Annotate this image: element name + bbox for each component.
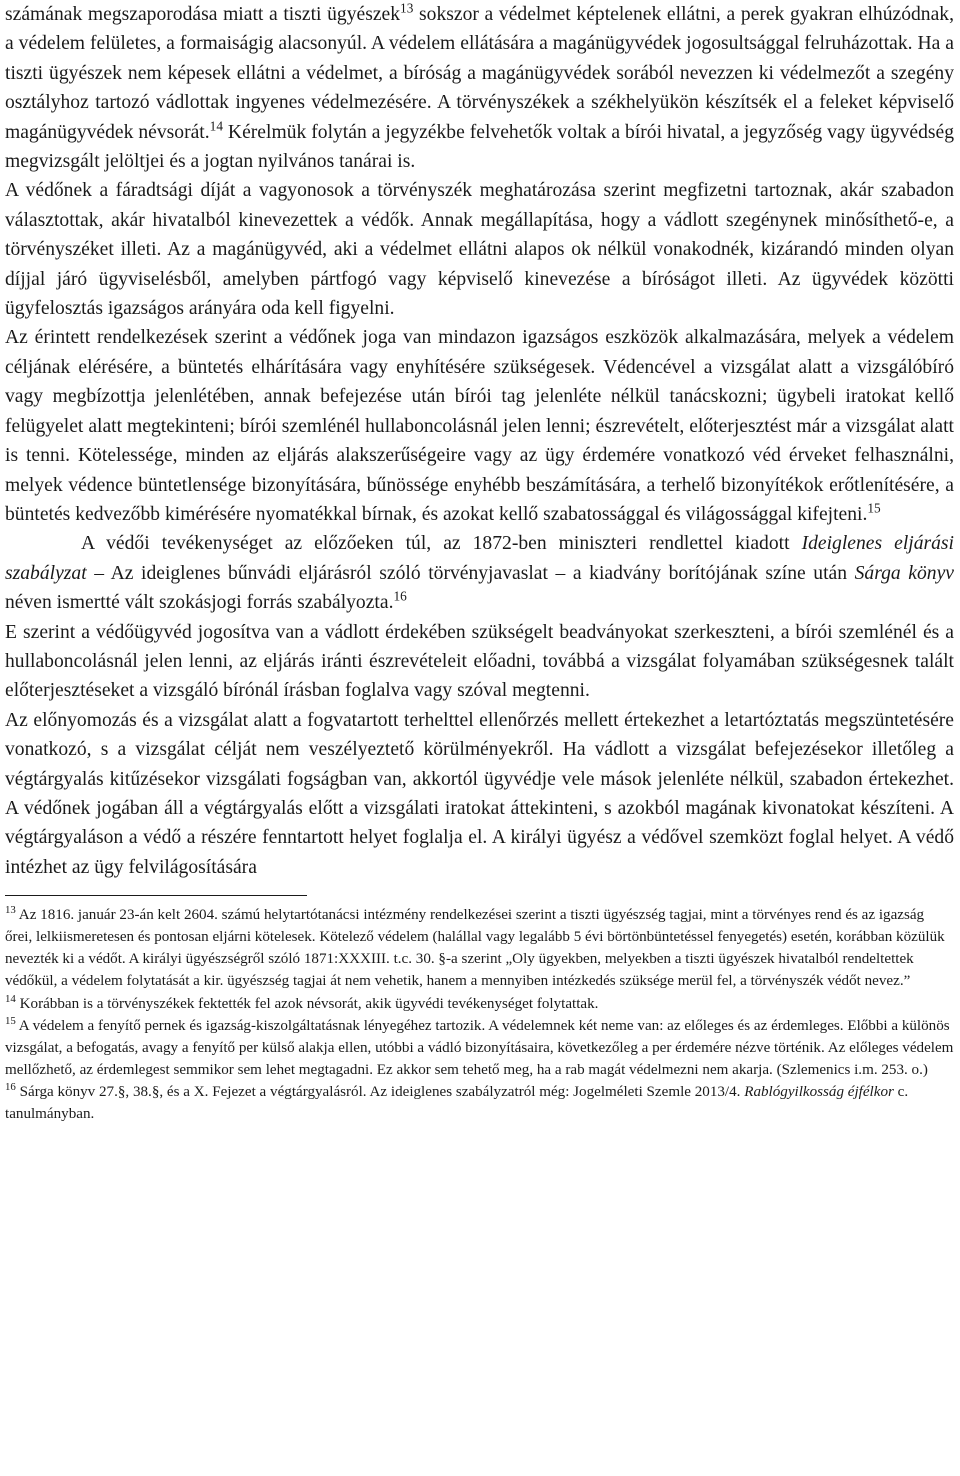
footnote bbox=[5, 1081, 954, 1125]
footnote-marker: 16 bbox=[5, 1080, 16, 1093]
text-run: A védelem a fenyítő pernek és igazság-kiszolgáltatásnak lényegéhez tartozik. A védelemnek két neme van: az előleges és az érdemleges. Előbbi a különös vizsgálat, a befogatás, avagy a fenyítő per külső alakja ellen, utóbbi a vádló bizonyításaira, következőleg a per érdemére nézve történik. Az előleges védelem mellőzhető, az érdemlegest semmikor sem lehet megtagadni. Ez akkor sem tehető meg, ha a rab magát védelmezni nem akarja. (Szlemenics i.m. 253. o.) bbox=[5, 1017, 954, 1078]
text-run: A védőnek a fáradtsági díját a vagyonosok a törvényszék meghatározása szerint megfizetni tartoznak, akár szabadon választottak, akár hivatalból kinevezettek a védők. Annak megállapítása, hogy a vádlott szegénynek minősíthető-e, a törvényszéket illeti. Az a magánügyvéd, aki a védelmet ellátni alapos ok nélkül vonakodnék, kizárandó minden olyan díjjal járó ügyviselésből, amelyben pártfogó vagy képviselő kinevezése a bíróságot illeti. Az ügyvédek közötti ügyfelosztás igazságos arányára oda kell figyelni. bbox=[5, 180, 954, 320]
text-run: néven ismertté vált szokásjogi forrás szabályozta. bbox=[5, 592, 394, 614]
footnote bbox=[5, 1015, 954, 1081]
footnotes bbox=[5, 904, 954, 1125]
text-run: Sárga könyv 27.§, 38.§, és a X. Fejezet a végtárgyalásról. Az ideiglenes szabályzatról még: Jogelméleti Szemle 2013/4. bbox=[15, 1083, 745, 1100]
paragraph bbox=[5, 706, 954, 882]
footnote bbox=[5, 993, 954, 1015]
footnote bbox=[5, 904, 954, 992]
footnote-marker: 13 bbox=[5, 904, 16, 917]
text-run: Az érintett rendelkezések szerint a védőnek joga van mindazon igazságos eszközök alkalmazására, melyek a védelem céljának elérésére, a büntetés elhárítására vagy enyhítésére szükségesek. Védencével a vizsgálat alatt a vizsgálóbíró vagy megbízottja jelenlétében, annak befejezése után bírói tag jelenléte nélkül tanácskozni; ügybeli iratokat kellő felügyelet alatt megtekinteni; bírói szemlénél hullaboncolásnál jelen lenni; észrevételt, előterjesztést már a vizsgálat alatt is tenni. Kötelessége, minden az eljárás alakszerűségeire vagy az ügy érdemére vonatkozó véd érveket felhasználni, melyek védence büntetlensége bizonyítására, bűnössége enyhébb beszámítására, a terhelő bizonyítékok erőtlenítésére, a büntetés kedvezőbb kimérésére nyomatékkal bírnak, és azokat kellő szabatossággal és világossággal kifejteni. bbox=[5, 327, 954, 525]
footnote-marker: 13 bbox=[400, 0, 414, 16]
text-run: Kérelmük folytán a jegyzékbe felvehetők voltak a bírói hivatal, a jegyzőség vagy ügyvédség megvizsgált jelöltjei és a jogtan nyilvános tanárai is. bbox=[5, 121, 955, 173]
paragraph bbox=[5, 323, 954, 529]
paragraph bbox=[5, 618, 954, 706]
main-text bbox=[5, 0, 954, 882]
italic-title: Rablógyilkosság éjfélkor bbox=[744, 1083, 894, 1100]
italic-title: Sárga könyv bbox=[854, 562, 954, 584]
footnote-marker: 14 bbox=[5, 992, 16, 1005]
paragraph bbox=[5, 529, 954, 617]
text-run: E szerint a védőügyvéd jogosítva van a vádlott érdekében szükségelt beadványokat szerkeszteni, a bírói szemlénél és a hullaboncolásnál jelen lenni, az eljárás iránti észrevételeit előadni, továbbá a vizsgálat folyamában szükségesnek talált előterjesztéseket a vizsgáló bírónál írásban foglalva vagy szóval megtenni. bbox=[5, 621, 954, 702]
footnote-marker: 16 bbox=[393, 588, 407, 604]
footnote-marker: 15 bbox=[5, 1014, 16, 1027]
footnote-marker: 15 bbox=[867, 500, 881, 516]
text-run: Az 1816. január 23-án kelt 2604. számú helytartótanácsi intézmény rendelkezései szerint a tiszti ügyészség tagjai, mint a törvényes rend és az igazság őrei, lelkiismeretesen és pontosan eljárni kötelesek. Kötelező védelem (halállal vagy legalább 5 évi börtönbüntetéssel fenyegetés) esetén, korábban közülük nevezték ki a védőt. A királyi ügyészségről szóló 1871:XXXIII. t.c. 30. §-a szerint „Oly ügyekben, melyekben a tiszti ügyészek hivatalból rendeltettek védőkül, a védelem folytatását a kir. ügyészség tagjai át nem vehetik, hanem a mennyiben intézkedés szüksége merül fel, a törvényszék védőt nevez.” bbox=[5, 907, 945, 990]
text-run: számának megszaporodása miatt a tiszti ügyészek bbox=[5, 4, 401, 25]
text-run: c. tanulmányban. bbox=[5, 1083, 909, 1123]
text-run: – Az ideiglenes bűnvádi eljárásról szóló törvényjavaslat – a kiadvány borítójának színe után bbox=[86, 562, 855, 584]
paragraph bbox=[5, 0, 954, 176]
footnote-separator bbox=[5, 895, 307, 896]
text-run: A védői tevékenységet az előzőeken túl, az 1872-ben miniszteri rendlettel kiadott bbox=[81, 533, 802, 555]
text-run: Az előnyomozás és a vizsgálat alatt a fogvatartott terhelttel ellenőrzés mellett értekezhet a letartóztatás megszüntetésére vonatkozó, s a vizsgálat célját nem veszélyeztető körülményekről. Ha vádlott a vizsgálat befejezésekor illetőleg a végtárgyalás kitűzésekor vizsgálati fogságban van, akkortól ügyvédje vele mások jelenléte nélkül, szabadon értekezhet. A védőnek jogában áll a végtárgyalás előtt a vizsgálati iratokat áttekinteni, s azokból magának kivonatokat készíteni. A végtárgyaláson a védő a részére fenntartott helyet foglalja el. A királyi ügyész a védővel szemközt foglal helyet. A védő intézhet az ügy felvilágosítására bbox=[5, 709, 954, 878]
paragraph bbox=[5, 176, 954, 323]
italic-title: Ideiglenes eljárási szabályzat bbox=[5, 533, 954, 584]
text-run: sokszor a védelmet képtelenek ellátni, a perek gyakran elhúzódnak, a védelem felületes, a formaiságig alacsonyúl. A védelem ellátására a magánügyvédek jogosultsággal felruházottak. Ha a tiszti ügyészek nem képesek ellátni a védelmet, a bíróság a magánügyvédek sorából nevezzen ki védelmezőt a szegény osztályhoz tartozó vádlottak ingyenes védelmezésére. A törvényszékek a székhelyükön készítsék el a feleket képviselő magánügyvédek névsorát. bbox=[5, 4, 954, 143]
text-run: Korábban is a törvényszékek fektették fel azok névsorát, akik ügyvédi tevékenységet folytattak. bbox=[15, 995, 599, 1012]
footnote-marker: 14 bbox=[209, 118, 223, 134]
